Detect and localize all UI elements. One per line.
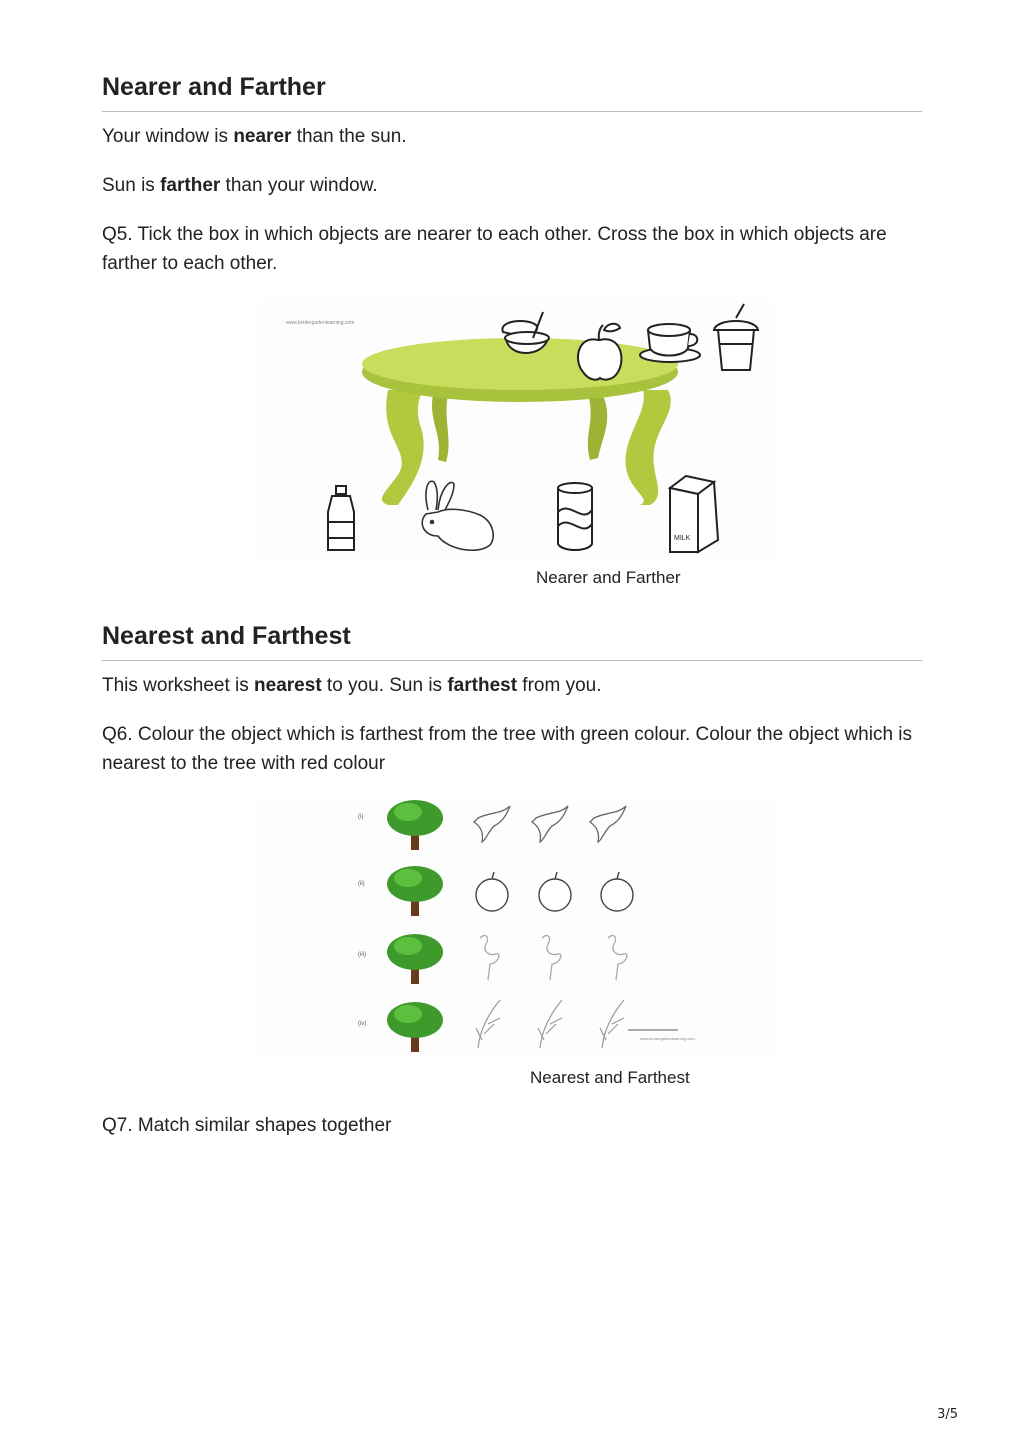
section-heading-nearer-farther: Nearer and Farther	[102, 73, 922, 112]
plant-icon	[600, 1000, 624, 1048]
text: Sun is	[102, 175, 161, 196]
figure-nearer-farther	[258, 300, 773, 558]
text: This worksheet is	[102, 675, 255, 696]
row-label: (iv)	[358, 1021, 367, 1027]
apple-icon	[539, 872, 571, 911]
row-labels	[358, 814, 366, 1027]
tree-icon	[387, 866, 443, 916]
plant-icon	[538, 1000, 562, 1048]
figure-watermark: www.kindergartenlearning.com	[286, 320, 355, 326]
bold-word-nearer: nearer	[233, 126, 292, 147]
figure-caption-nearer-farther: Nearer and Farther	[536, 568, 681, 587]
question-q7: Q7. Match similar shapes together	[102, 1115, 392, 1136]
bold-word-farther: farther	[160, 175, 221, 196]
tree-icon	[387, 934, 443, 984]
text: to you. Sun is	[321, 675, 448, 696]
plant-icon	[476, 1000, 500, 1048]
figure-nearest-farthest	[258, 798, 773, 1056]
text: Your window is	[102, 126, 234, 147]
text: than the sun.	[291, 126, 407, 147]
cold-drink-cup-icon	[714, 304, 758, 370]
milk-label: MILK	[674, 535, 691, 542]
page-number: 3/5	[937, 1407, 958, 1422]
text: from you.	[517, 675, 602, 696]
flamingo-icon	[480, 936, 499, 980]
hummingbird-icon	[474, 806, 510, 842]
coconut-drink-icon	[502, 312, 549, 353]
water-bottle-icon	[328, 486, 354, 550]
hummingbird-icon	[590, 806, 626, 842]
trees-illustration	[258, 798, 773, 1056]
row-label: (ii)	[358, 881, 365, 887]
apple-icon	[476, 872, 508, 911]
milk-carton-icon	[670, 476, 718, 552]
rabbit-icon	[422, 481, 493, 550]
tree-icon	[387, 800, 443, 850]
bold-word-farthest: farthest	[447, 675, 518, 696]
row-label: (i)	[358, 814, 364, 820]
soda-can-icon	[558, 483, 592, 550]
table-illustration	[258, 300, 773, 558]
question-q6: Q6. Colour the object which is farthest from the tree with green colour. Colour the object which is nearest to the tree with red colour	[102, 724, 913, 774]
hummingbird-icon	[532, 806, 568, 842]
paragraph-worksheet-nearest	[102, 671, 922, 700]
figure-caption-nearest-farthest: Nearest and Farthest	[530, 1068, 690, 1087]
apple-icon	[578, 324, 621, 380]
tree-icon	[387, 1002, 443, 1052]
paragraph-sun-farther	[102, 171, 922, 200]
row-label: (iii)	[358, 952, 366, 958]
flamingo-icon	[542, 936, 561, 980]
flamingo-icon	[608, 936, 627, 980]
question-q5: Q5. Tick the box in which objects are nearer to each other. Cross the box in which objects are farther to each other.	[102, 224, 887, 274]
figure-watermark: www.kindergartenlearning.com	[640, 1036, 695, 1041]
bold-word-nearest: nearest	[254, 675, 322, 696]
paragraph-window-nearer	[102, 122, 922, 151]
apple-icon	[601, 872, 633, 911]
table-legs	[382, 390, 671, 505]
text: than your window.	[220, 175, 378, 196]
tea-cup-icon	[640, 324, 700, 362]
section-heading-nearest-farthest: Nearest and Farthest	[102, 622, 922, 661]
